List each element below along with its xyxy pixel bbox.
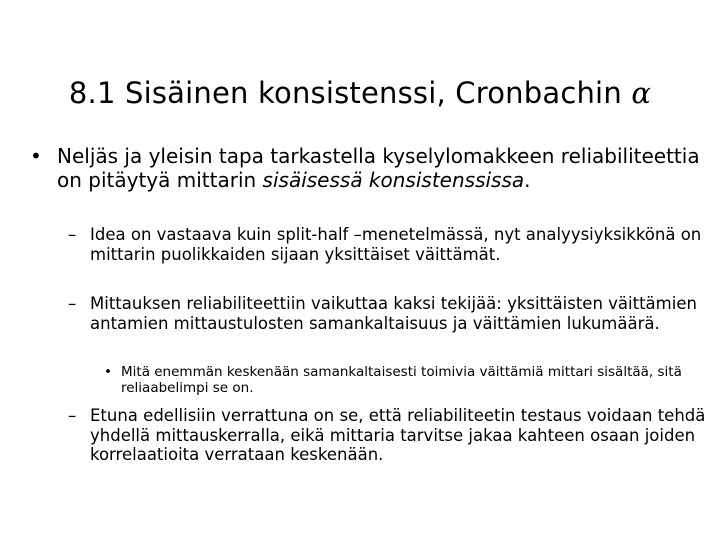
bullet-text-1: [57, 144, 700, 192]
sub-item-2: [68, 294, 708, 333]
sub-item-3: [68, 406, 708, 465]
slide-title-text: 8.1 Sisäinen konsistenssi, Cronbachin: [68, 76, 622, 110]
bullet-text-1-a: Neljäs ja yleisin tapa tarkastella kyselylomakkeen reliabiliteettia on pitäytyä mittarin: [57, 144, 700, 192]
sub-text-3: Etuna edellisiin verrattuna on se, että reliabiliteetin testaus voidaan tehdä yhdellä mittauskerralla, eikä mittaria tarvitse jakaa kahteen osaan joiden korrelaatioita verrataan keskenään.: [90, 406, 706, 464]
sub-item-1: [68, 225, 708, 264]
sub-text-1: Idea on vastaava kuin split-half –menetelmässä, nyt analyysiyksikkönä on mittarin puolikkaiden sijaan yksittäiset väittämät.: [90, 225, 702, 264]
bullet-text-1-b: .: [524, 168, 531, 192]
subsub-text-1: Mitä enemmän keskenään samankaltaisesti toimivia väittämiä mittari sisältää, sitä reliaabelimpi se on.: [121, 364, 682, 396]
dash-icon: –: [68, 406, 77, 425]
bullet-icon: •: [104, 364, 112, 380]
bullet-icon: •: [30, 144, 42, 168]
dash-icon: –: [68, 294, 77, 313]
dash-icon: –: [68, 225, 77, 244]
alpha-symbol: α: [631, 76, 652, 110]
slide-title: [0, 76, 720, 110]
sub-text-2: Mittauksen reliabiliteettiin vaikuttaa kaksi tekijää: yksittäisten väittämien antamien mittaustulosten samankaltaisuus ja väittämien lukumäärä.: [90, 294, 697, 333]
bullet-text-1-emphasis: sisäisessä konsistenssissa: [262, 168, 525, 192]
bullet-item-1: [30, 144, 700, 192]
subsub-item-1: [104, 365, 704, 396]
